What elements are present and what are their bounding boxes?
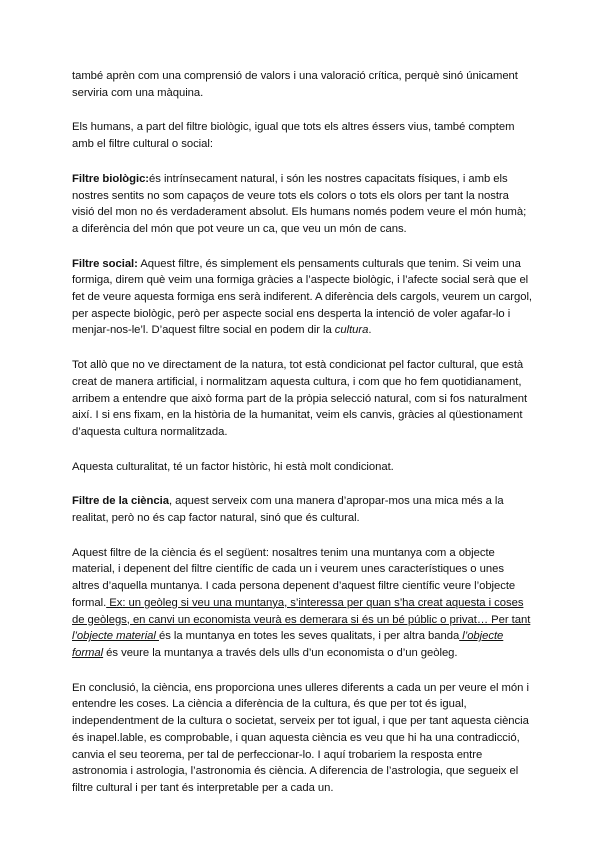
example-part-c: és la muntanya en totes les seves qualitats, i per altra banda — [158, 630, 460, 643]
document-page — [72, 68, 532, 815]
formal-object-term: l’objecte formal — [72, 630, 504, 659]
example-part-d: és veure la muntanya a través dels ulls d’un economista o d’un geòleg. — [103, 646, 458, 659]
paragraph-conclusion: En conclusió, la ciència, ens proporciona unes ulleres diferents a cada un per veure el món i entendre les coses. La ciència a diferència de la cultura, és que per tot és igual, independentment de la cultura o societat, serveix per tot igual, i que per tant aquesta ciència és inapel.lable, es comprobable, i quan aquesta ciència es veu que hi ha una contradicció, canvia el seu teorema, per tal de perfeccionar-lo. I aquí trobariem la resposta entre astronomia i astrologia, l’astronomia és ciència. A diferencia de l’astrologia, que segueix el filtre cultural i per tant és interpretable per a cada un. — [72, 681, 529, 794]
biological-filter-heading: Filtre biològic: — [72, 172, 150, 185]
paragraph-science-example — [72, 545, 532, 662]
paragraph-historical: Aquesta culturalitat, té un factor històric, hi està molt condicionat. — [72, 460, 394, 473]
example-part-a: Aquest filtre de la ciència és el següent: nosaltres tenim una muntanya com a objecte material, i depenent del filtre científic de cada un i veurem unes característiques o unes altres d’aquella muntanya. I cada persona depenent d’aquest filtre científic veure l’objecte formal. — [72, 546, 516, 609]
science-filter-text: , aquest serveix com una manera d’apropar-mos una mica més a la realitat, però no és cap factor natural, sinó que és cultural. — [72, 495, 504, 525]
paragraph-cultural-factor: Tot allò que no ve directament de la natura, tot està condicionat pel factor cultural, que està creat de manera artificial, i normalitzam aquesta cultura, i com que ho fem quotidianament, arribem a entendre que això forma part de la pròpia selecció natural, com si fos naturalment així. I si ens fixam, en la història de la humanitat, veim els canvis, gràcies al qüestionament d’aquesta cultura normalitzada. — [72, 359, 528, 438]
science-filter-heading: Filtre de la ciència — [72, 495, 169, 508]
paragraph-social-filter — [72, 256, 532, 340]
material-object-term: l’objecte material — [72, 630, 159, 643]
culture-term: cultura — [334, 324, 369, 337]
paragraph-biological-filter — [72, 171, 532, 238]
social-filter-end: . — [368, 324, 372, 337]
biological-filter-text: és intrínsecament natural, i són les nostres capacitats físiques, i amb els nostres sentits no som capaços de veure tots els colors o tots els olors per tant la nostra visió del mon no és verdaderament absolut. Els humans només podem veure el món humà; a diferència del món que pot veure un ca, que veu un món de cans. — [72, 172, 527, 235]
social-filter-heading: Filtre social: — [72, 257, 138, 270]
paragraph-science-filter — [72, 493, 532, 526]
example-part-b: Ex: un geòleg si veu una muntanya, s’interessa per quan s’ha creat aquesta i coses de geòlegs, en canvi un economista veurà es demerara si és un bé públic o privat… Per tant — [72, 596, 531, 626]
paragraph-humans: Els humans, a part del filtre biològic, igual que tots els altres éssers vius, també comptem amb el filtre cultural o social: — [72, 121, 515, 151]
paragraph-intro: també aprèn com una comprensió de valors i una valoració crítica, perquè sinó únicament serviria com una màquina. — [72, 70, 518, 99]
social-filter-text: Aquest filtre, és simplement els pensaments culturals que tenim. Si veim una formiga, direm què veim una formiga gràcies a l’aspecte biològic, i l’afecte social serà que el fet de veure aquesta formiga ens serà indiferent. A diferència dels cargols, veurem un cargol, per aspecte biològic, però per aspecte social ens desperta la intenció de voler agafar-lo i menjar-nos-le’l. D’aquest filtre social en podem dir la — [72, 257, 532, 337]
